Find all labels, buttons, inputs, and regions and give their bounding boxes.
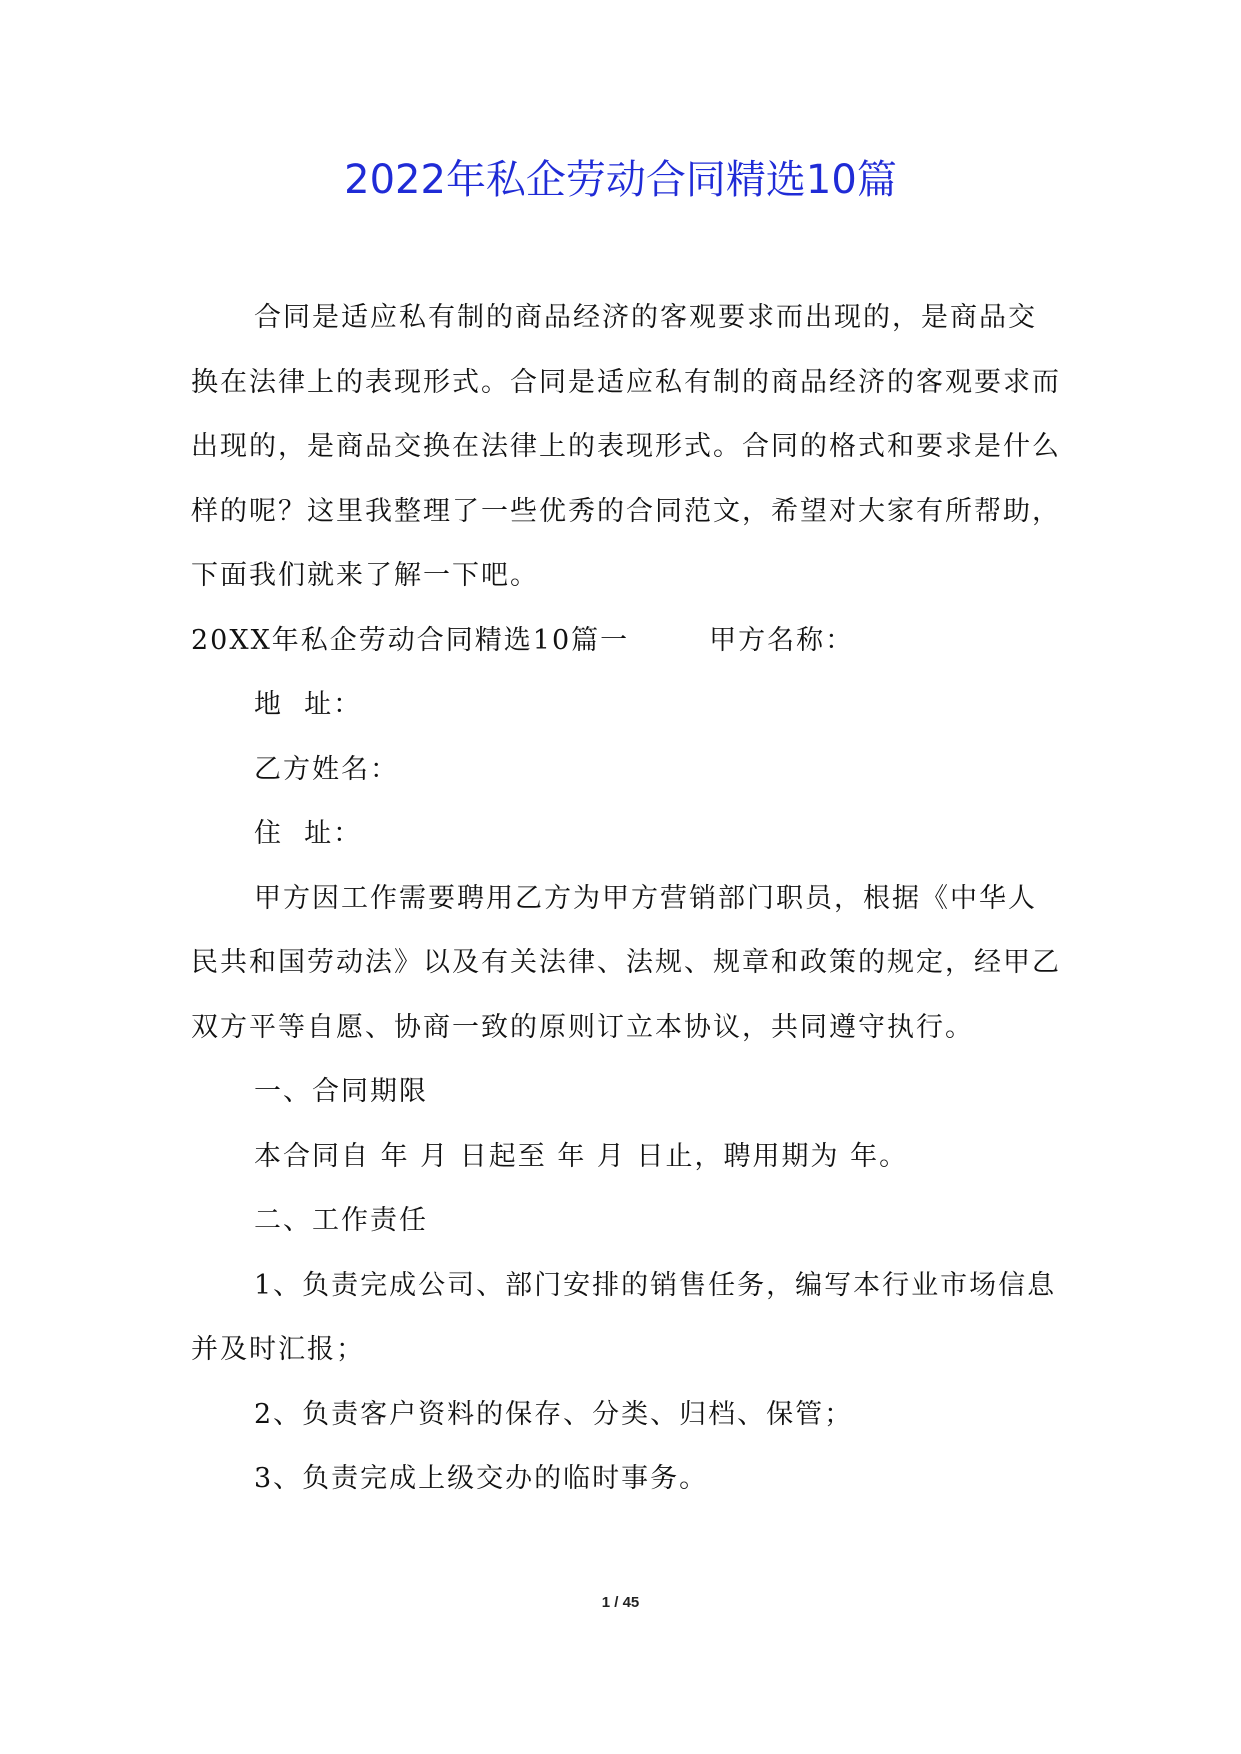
duty-item-3: 3、负责完成上级交办的临时事务。 bbox=[254, 1463, 709, 1494]
address-label: 地 址： bbox=[254, 689, 363, 720]
intro-paragraph: 合同是适应私有制的商品经济的客观要求而出现的，是商品交换在法律上的表现形式。合同是适应私有制的商品经济的客观要求而出现的，是商品交换在法律上的表现形式。合同的格式和要求是什么样的呢？这里我整理了一些优秀的合同范文，希望对大家有所帮助，下面我们就来了解一下吧。 bbox=[191, 302, 1061, 591]
duty-item-2: 2、负责客户资料的保存、分类、归档、保管； bbox=[254, 1398, 854, 1430]
residence-label: 住 址： bbox=[254, 818, 363, 849]
preamble-paragraph: 甲方因工作需要聘用乙方为甲方营销部门职员，根据《中华人民共和国劳动法》以及有关法律、法规、规章和政策的规定，经甲乙双方平等自愿、协商一致的原则订立本协议，共同遵守执行。 bbox=[191, 882, 1061, 1043]
document-title: 2022年私企劳动合同精选10篇 bbox=[344, 157, 897, 203]
party-b-name-label: 乙方姓名： bbox=[254, 753, 399, 785]
party-a-name-label: 甲方名称： bbox=[709, 624, 855, 656]
clause1-text: 本合同自 年 月 日起至 年 月 日止，聘用期为 年。 bbox=[254, 1140, 909, 1172]
document-body bbox=[191, 286, 1061, 1512]
section-heading: 20XX年私企劳动合同精选10篇一 bbox=[191, 624, 630, 656]
clause1-heading: 一、合同期限 bbox=[254, 1076, 428, 1107]
duty-item-1: 1、负责完成公司、部门安排的销售任务，编写本行业市场信息并及时汇报； bbox=[191, 1269, 1057, 1365]
clause2-heading: 二、工作责任 bbox=[254, 1205, 428, 1236]
section-heading-line bbox=[191, 609, 1061, 674]
page-number: 1 / 45 bbox=[601, 1594, 640, 1611]
